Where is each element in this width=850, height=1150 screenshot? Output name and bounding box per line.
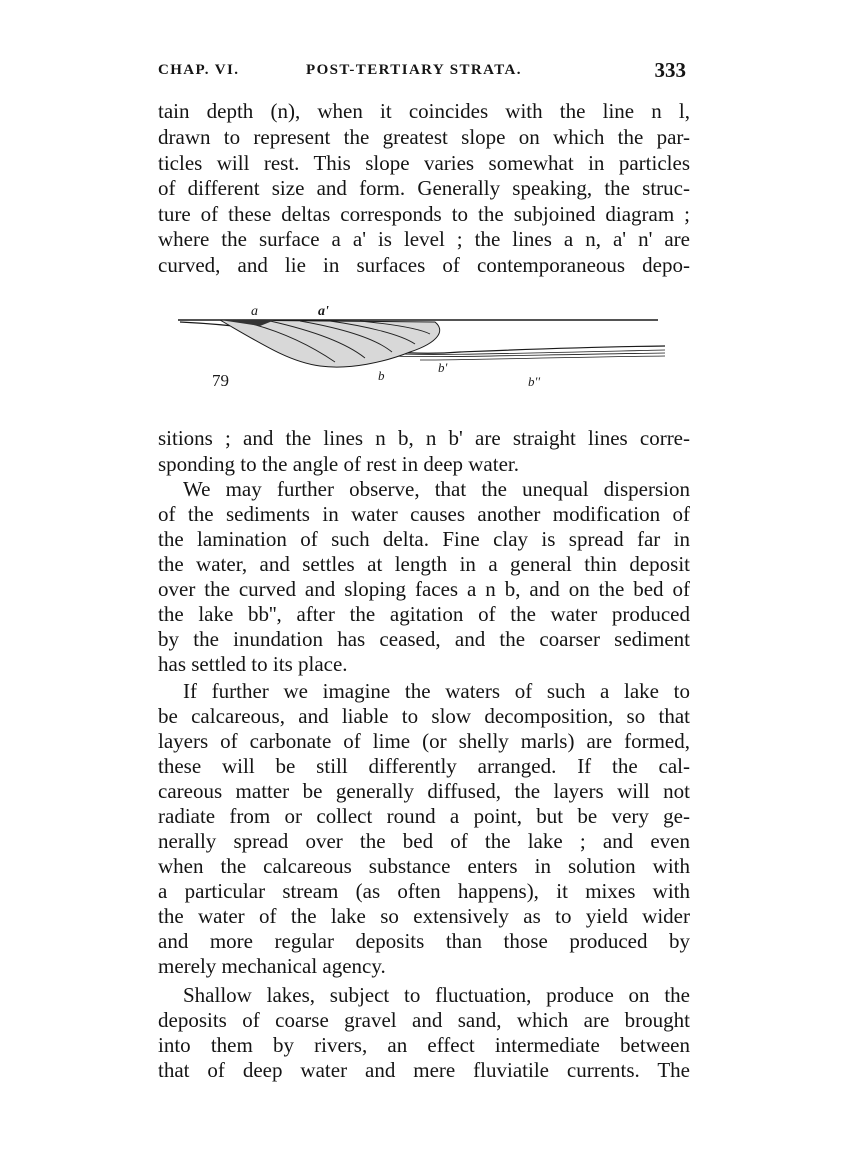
text-line: the water of the lake so extensively as to yield wider	[158, 904, 690, 928]
text-line: sponding to the angle of rest in deep water.	[158, 452, 519, 476]
text-line: tain depth (n), when it coincides with the line n l,	[158, 99, 690, 123]
text-line: ticles will rest. This slope varies somewhat in particles	[158, 151, 690, 175]
text-line: the water, and settles at length in a general thin deposit	[158, 552, 690, 576]
text-line: into them by rivers, an effect intermediate between	[158, 1033, 690, 1057]
text-line: drawn to represent the greatest slope on which the par-	[158, 125, 690, 149]
label-b: b	[378, 368, 385, 383]
text-line: sitions ; and the lines n b, n b' are straight lines corre-	[158, 426, 690, 450]
running-head: CHAP. VI.	[158, 62, 240, 78]
text-line: If further we imagine the waters of such a lake to	[183, 679, 690, 703]
text-line: nerally spread over the bed of the lake ; and even	[158, 829, 690, 853]
text-line: where the surface a a' is level ; the lines a n, a' n' are	[158, 227, 690, 251]
label-a: a	[251, 304, 258, 319]
text-line: over the curved and sloping faces a n b, and on the bed of	[158, 577, 690, 601]
text-line: the lake bb'', after the agitation of the water produced	[158, 602, 690, 626]
text-line: Shallow lakes, subject to fluctuation, produce on the	[183, 983, 690, 1007]
text-line: of different size and form. Generally speaking, the struc-	[158, 176, 690, 200]
page-number: 333	[654, 58, 686, 82]
text-line: these will be still differently arranged. If the cal-	[158, 754, 690, 778]
text-line: merely mechanical agency.	[158, 954, 386, 978]
text-line: of the sediments in water causes another modification of	[158, 502, 690, 526]
label-b-prime: b'	[438, 360, 448, 375]
text-line: deposits of coarse gravel and sand, which are brought	[158, 1008, 690, 1032]
text-line: layers of carbonate of lime (or shelly marls) are formed,	[158, 729, 690, 753]
label-a-prime: a'	[318, 304, 329, 319]
running-title: POST-TERTIARY STRATA.	[306, 62, 522, 78]
delta-diagram-svg	[160, 300, 695, 400]
text-line: by the inundation has ceased, and the coarser sediment	[158, 627, 690, 651]
figure-number: 79	[212, 371, 229, 390]
text-line: ture of these deltas corresponds to the subjoined diagram ;	[158, 202, 690, 226]
delta-diagram	[160, 300, 695, 400]
label-b-double-prime: b''	[528, 374, 541, 389]
text-line: We may further observe, that the unequal dispersion	[183, 477, 690, 501]
text-line: when the calcareous substance enters in solution with	[158, 854, 690, 878]
text-line: the lamination of such delta. Fine clay is spread far in	[158, 527, 690, 551]
text-line: be calcareous, and liable to slow decomposition, so that	[158, 704, 690, 728]
text-line: that of deep water and mere fluviatile currents. The	[158, 1058, 690, 1082]
text-line: careous matter be generally diffused, the layers will not	[158, 779, 690, 803]
text-line: a particular stream (as often happens), it mixes with	[158, 879, 690, 903]
text-line: has settled to its place.	[158, 652, 348, 676]
text-line: and more regular deposits than those produced by	[158, 929, 690, 953]
page-header	[158, 58, 686, 86]
text-line: curved, and lie in surfaces of contemporaneous depo-	[158, 253, 690, 277]
text-line: radiate from or collect round a point, but be very ge-	[158, 804, 690, 828]
